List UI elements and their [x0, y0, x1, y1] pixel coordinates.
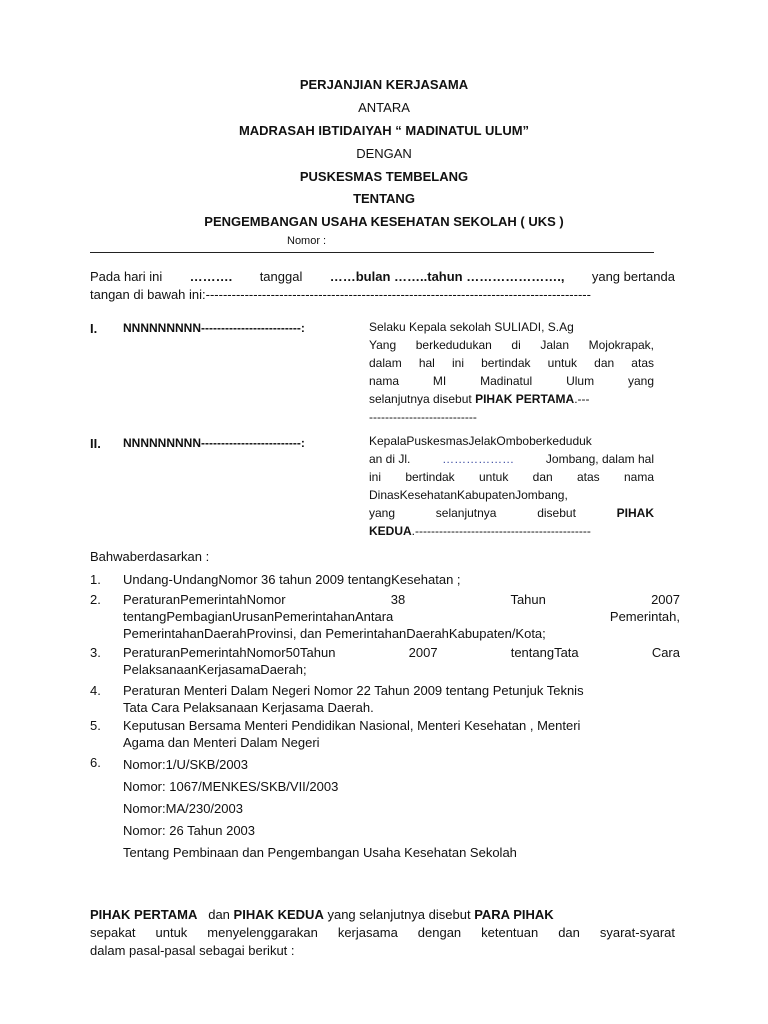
- party1-roman: I.: [90, 321, 98, 336]
- basis2-word: Pemerintah,: [609, 609, 680, 624]
- closing-line-3: dalam pasal-pasal sebagai berikut :: [90, 943, 295, 958]
- basis3-word: PeraturanPemerintahNomor50Tahun: [123, 645, 336, 660]
- party1-desc-line: nama MI Madinatul Ulum yang: [369, 374, 654, 388]
- closing-disebut: yang selanjutnya disebut: [327, 907, 471, 922]
- party1-disebut: selanjutnya disebut: [369, 392, 472, 406]
- party1-description: [369, 318, 654, 426]
- basis-item-3: [123, 644, 680, 678]
- party2-disebut: disebut: [537, 506, 576, 520]
- intro-pada-hari: Pada hari ini: [90, 269, 163, 284]
- party2-name: NNNNNNNNN-------------------------:: [123, 436, 305, 450]
- basis3-word: tentangTata: [510, 645, 579, 660]
- basis-num-1: 1.: [90, 572, 101, 587]
- title-antara: ANTARA: [358, 100, 410, 115]
- basis-item-line: Tentang Pembinaan dan Pengembangan Usaha Kesehatan Sekolah: [123, 845, 517, 860]
- basis-item-line: Peraturan Menteri Dalam Negeri Nomor 22 Tahun 2009 tentang Petunjuk Teknis: [123, 683, 584, 698]
- party2-selanjutnya: selanjutnya: [435, 506, 497, 520]
- basis-item-line: [123, 644, 680, 661]
- basis-item-line: Nomor:1/U/SKB/2003: [123, 757, 249, 772]
- party2-description: [369, 432, 654, 540]
- closing-pihak-kedua: PIHAK KEDUA: [233, 907, 324, 922]
- basis2-word: 38: [390, 592, 406, 607]
- party1-desc-line: Yang berkedudukan di Jalan Mojokrapak,: [369, 338, 654, 352]
- intro-line-1: [90, 268, 675, 285]
- basis-item-2: [123, 591, 680, 642]
- party2-roman: II.: [90, 436, 101, 451]
- party1-desc-tail: ---------------------------: [369, 410, 477, 424]
- party1-pihak-pertama: PIHAK PERTAMA: [475, 392, 575, 406]
- basis-item-line: Nomor:MA/230/2003: [123, 801, 243, 816]
- nomor-label: Nomor :: [287, 235, 327, 247]
- basis-heading: Bahwaberdasarkan :: [90, 549, 210, 564]
- closing-pihak-pertama: PIHAK PERTAMA: [90, 907, 198, 922]
- basis3-word: 2007: [408, 645, 438, 660]
- basis2-word: 2007: [651, 592, 680, 607]
- basis-num-6: 6.: [90, 755, 101, 770]
- basis-item-6: [123, 754, 680, 864]
- intro-bertanda: yang bertanda: [591, 269, 675, 284]
- party2-desc-line: [369, 522, 654, 540]
- closing-line-1: [90, 906, 675, 923]
- basis-item-line: Undang-UndangNomor 36 tahun 2009 tentangKesehatan ;: [123, 572, 461, 587]
- basis-item-line: PemerintahanDaerahProvinsi, dan PemerintahanDaerahKabupaten/Kota;: [123, 626, 546, 641]
- party2-desc-line: [369, 504, 654, 522]
- basis-item-line: Nomor: 26 Tahun 2003: [123, 823, 256, 838]
- basis3-word: Cara: [651, 645, 680, 660]
- party2-kedua: KEDUA: [369, 524, 412, 538]
- title-puskesmas: PUSKESMAS TEMBELANG: [299, 169, 469, 184]
- party2-desc-line: [369, 450, 654, 468]
- party1-desc-line: dalam hal ini bertindak untuk dan atas: [369, 356, 654, 370]
- closing-para-pihak: PARA PIHAK: [474, 907, 554, 922]
- basis-item-5: [123, 717, 680, 751]
- header-divider: [90, 252, 654, 253]
- party1-name: NNNNNNNNN-------------------------:: [123, 321, 305, 335]
- closing-dan: dan: [208, 907, 230, 922]
- party2-dash: .--------------------------------------------: [411, 524, 591, 538]
- intro-tanggal: tanggal: [259, 269, 303, 284]
- title-madrasah: MADRASAH IBTIDAIYAH “ MADINATUL ULUM”: [238, 123, 530, 138]
- basis-num-5: 5.: [90, 718, 101, 733]
- basis-item-line: Agama dan Menteri Dalam Negeri: [123, 735, 320, 750]
- doc-title: PERJANJIAN KERJASAMA: [299, 77, 469, 92]
- party2-jl: an di Jl.: [369, 452, 411, 466]
- party2-address-blank: ………………: [442, 452, 515, 466]
- basis-item-line: PelaksanaanKerjasamaDaerah;: [123, 662, 307, 677]
- basis-item-4: [123, 682, 680, 716]
- party1-dash: .---: [574, 392, 590, 406]
- basis-item-line: Keputusan Bersama Menteri Pendidikan Nasional, Menteri Kesehatan , Menteri: [123, 718, 581, 733]
- intro-line-2: tangan di bawah ini:-----------------------------------------------------------------------------------------: [90, 287, 591, 302]
- party2-desc-line: DinasKesehatanKabupatenJombang,: [369, 488, 568, 502]
- party2-desc-line: ini bertindak untuk dan atas nama: [369, 470, 654, 484]
- basis-num-3: 3.: [90, 645, 101, 660]
- closing-line-2: sepakat untuk menyelenggarakan kerjasama dengan ketentuan dan syarat-syarat: [90, 925, 675, 940]
- party1-desc-line: [369, 390, 654, 408]
- title-subject: PENGEMBANGAN USAHA KESEHATAN SEKOLAH ( UKS ): [204, 214, 564, 229]
- intro-date-blanks: ……bulan ……..tahun ………………….,: [329, 269, 565, 284]
- basis-num-4: 4.: [90, 683, 101, 698]
- basis-num-2: 2.: [90, 592, 101, 607]
- party1-desc-line: Selaku Kepala sekolah SULIADI, S.Ag: [369, 320, 574, 334]
- title-dengan: DENGAN: [356, 146, 412, 161]
- basis2-word: Tahun: [510, 592, 546, 607]
- intro-dots-day: ……….: [189, 269, 233, 284]
- basis-item-line: Tata Cara Pelaksanaan Kerjasama Daerah.: [123, 700, 374, 715]
- party2-yang: yang: [369, 506, 396, 520]
- party2-desc-line: KepalaPuskesmasJelakOmboberkeduduk: [369, 434, 592, 448]
- basis2-word: tentangPembagianUrusanPemerintahanAntara: [123, 609, 394, 624]
- party2-pihak: PIHAK: [616, 506, 654, 520]
- basis-item-line: [123, 608, 680, 625]
- basis-item-1: [123, 571, 680, 588]
- basis-item-line: Nomor: 1067/MENKES/SKB/VII/2003: [123, 779, 339, 794]
- basis-item-line: [123, 591, 680, 608]
- basis2-word: PeraturanPemerintahNomor: [123, 592, 286, 607]
- title-tentang: TENTANG: [353, 191, 415, 206]
- party2-jombang: Jombang, dalam hal: [545, 452, 654, 466]
